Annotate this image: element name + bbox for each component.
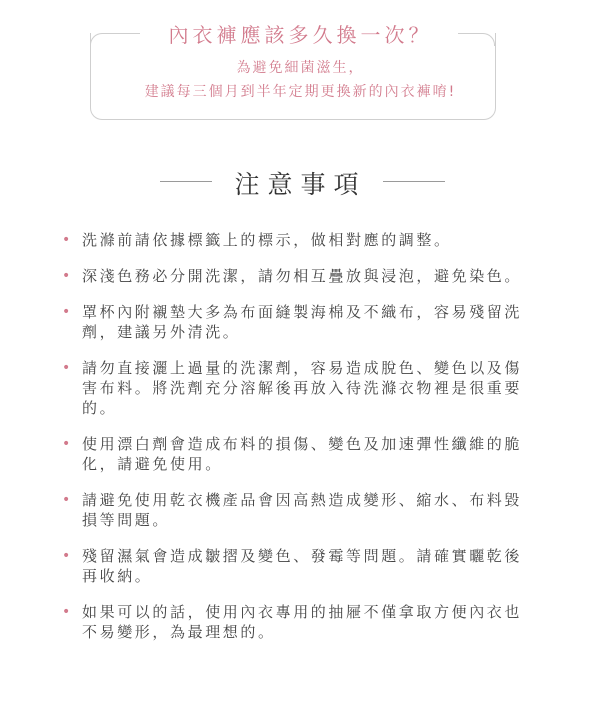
bullet-icon: • [62,492,73,508]
list-item-text: 殘留濕氣會造成皺摺及變色、發霉等問題。請確實曬乾後再收納。 [82,547,523,585]
list-item [60,602,530,642]
list-item [60,358,530,418]
list-item-text: 使用漂白劑會造成布料的損傷、變色及加速彈性纖維的脆化，請避免使用。 [82,435,523,473]
list-item-text: 深淺色務必分開洗潔，請勿相互疊放與浸泡，避免染色。 [82,267,523,285]
notes-list [60,230,530,658]
list-item-text: 洗滌前請依據標籤上的標示，做相對應的調整。 [82,231,452,249]
list-item-text: 如果可以的話，使用內衣專用的抽屜不僅拿取方便內衣也不易變形，為最理想的。 [82,603,523,641]
bullet-icon: • [62,548,73,564]
bullet-icon: • [62,268,73,284]
list-item [60,490,530,530]
bullet-icon: • [62,304,73,320]
faq-title: 內衣褲應該多久換一次？ [168,23,433,47]
bullet-icon: • [62,604,73,620]
faq-text-line-2: 建議每三個月到半年定期更換新的內衣褲唷! [144,84,457,100]
faq-text-line-1: 為避免細菌滋生， [236,60,365,76]
list-item [60,546,530,586]
list-item [60,434,530,474]
bullet-icon: • [62,360,73,376]
bullet-icon: • [62,436,73,452]
list-item-text: 請勿直接灑上過量的洗潔劑，容易造成脫色、變色以及傷害布料。將洗劑充分溶解後再放入待洗滌衣物裡是很重要的。 [82,359,523,417]
list-item-text: 罩杯內附襯墊大多為布面縫製海棉及不織布，容易殘留洗劑，建議另外清洗。 [82,303,523,341]
notes-title: 注意事項 [234,170,367,199]
bullet-icon: • [62,232,73,248]
list-item-text: 請避免使用乾衣機產品會因高熱造成變形、縮水、布料毀損等問題。 [82,491,523,529]
list-item [60,266,530,286]
list-item [60,230,530,250]
list-item [60,302,530,342]
